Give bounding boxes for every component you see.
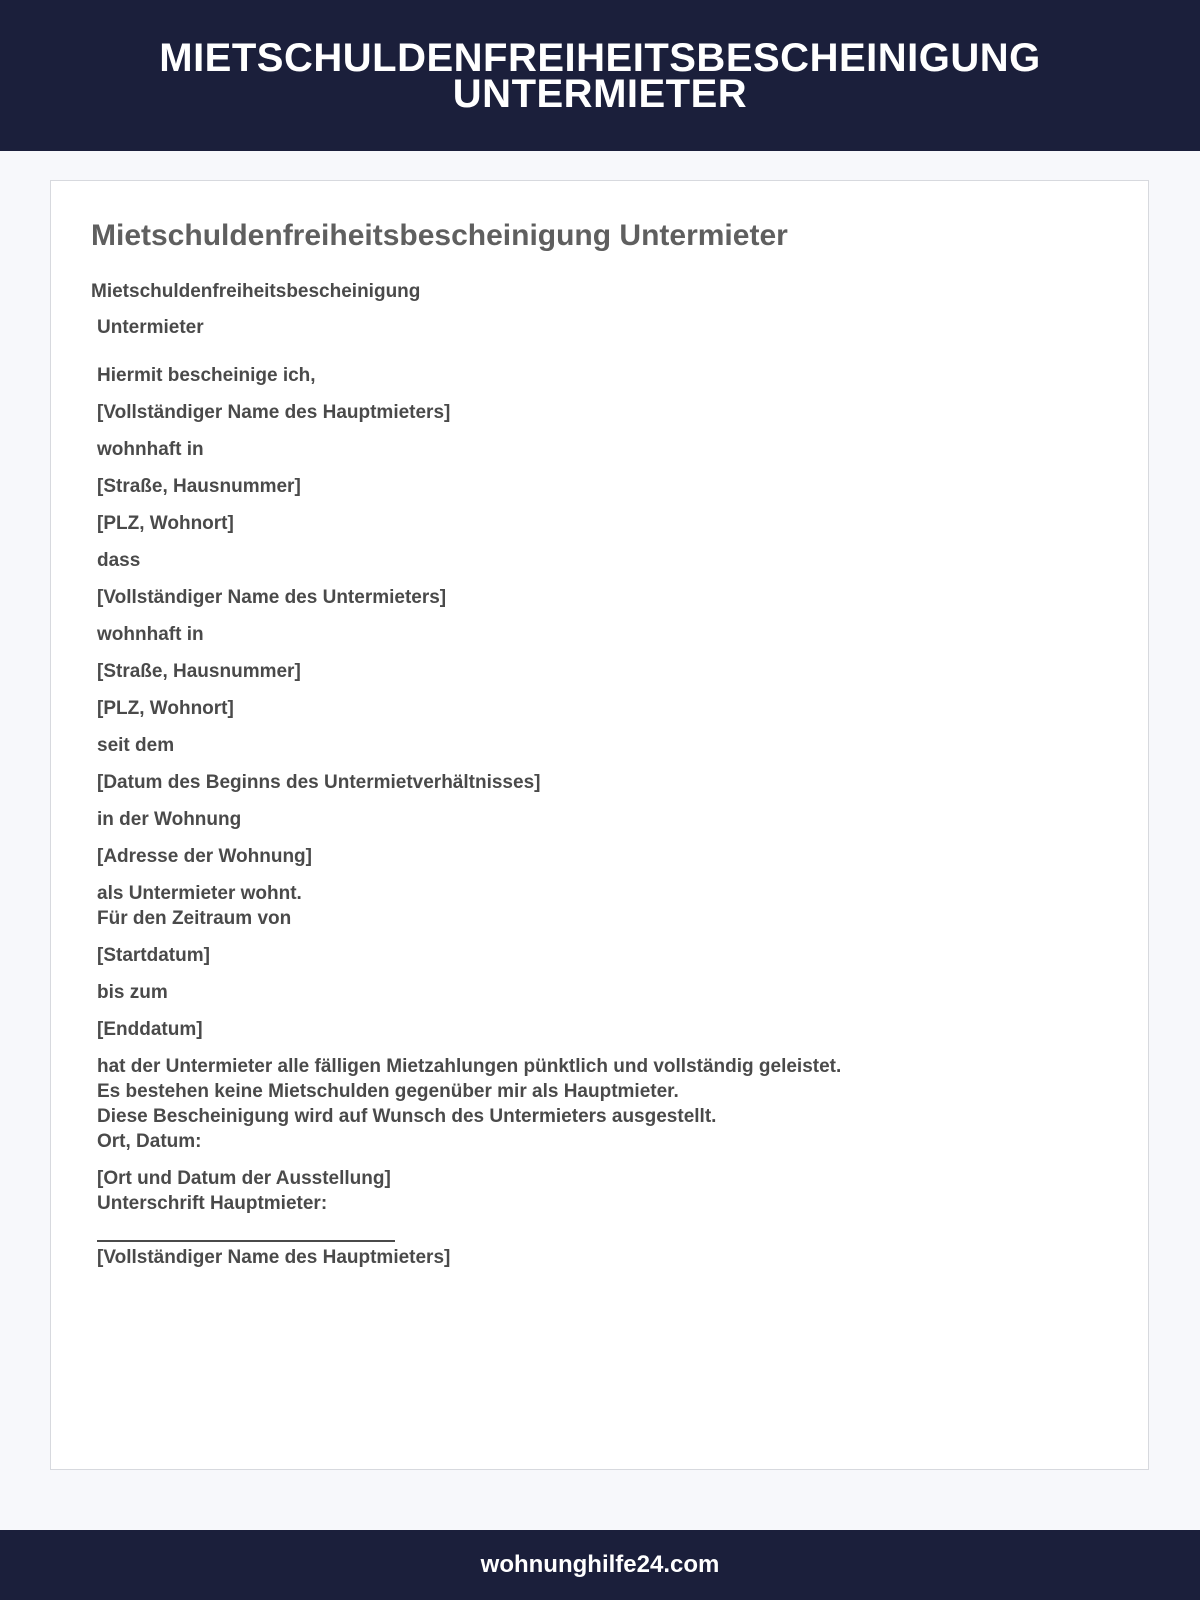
body-line: [Datum des Beginns des Untermietverhältnisses] — [97, 772, 541, 793]
signature-line — [97, 1240, 395, 1242]
body-line: Für den Zeitraum von — [97, 908, 292, 929]
page-footer — [0, 1530, 1200, 1600]
body-line: [Adresse der Wohnung] — [97, 846, 312, 867]
document-card — [50, 180, 1149, 1470]
page-header — [0, 0, 1200, 151]
document-subtitle: Mietschuldenfreiheitsbescheinigung — [91, 281, 421, 302]
body-line: Es bestehen keine Mietschulden gegenüber mir als Hauptmieter. — [97, 1081, 679, 1102]
body-line: [Ort und Datum der Ausstellung] — [97, 1168, 391, 1189]
header-title: MIETSCHULDENFREIHEITSBESCHEINIGUNG UNTERMIETER — [159, 35, 1041, 116]
body-line: [Vollständiger Name des Hauptmieters] — [97, 402, 451, 423]
body-line: wohnhaft in — [97, 624, 204, 645]
body-line: als Untermieter wohnt. — [97, 883, 302, 904]
document-title: Mietschuldenfreiheitsbescheinigung Untermieter — [91, 219, 788, 252]
body-line: [Straße, Hausnummer] — [97, 661, 301, 682]
body-line: [PLZ, Wohnort] — [97, 698, 234, 719]
body-line: Untermieter — [97, 317, 204, 338]
body-line: Unterschrift Hauptmieter: — [97, 1193, 328, 1214]
body-line: [Enddatum] — [97, 1019, 203, 1040]
body-line: [PLZ, Wohnort] — [97, 513, 234, 534]
body-line: [Startdatum] — [97, 945, 210, 966]
body-line: [Vollständiger Name des Hauptmieters] — [97, 1247, 451, 1268]
body-line: seit dem — [97, 735, 175, 756]
body-line: dass — [97, 550, 141, 571]
body-line: Ort, Datum: — [97, 1131, 202, 1152]
body-line: Diese Bescheinigung wird auf Wunsch des Untermieters ausgestellt. — [97, 1106, 717, 1127]
body-line: [Vollständiger Name des Untermieters] — [97, 587, 447, 608]
body-line: wohnhaft in — [97, 439, 204, 460]
footer-site-name: wohnunghilfe24.com — [480, 1551, 720, 1578]
body-line: in der Wohnung — [97, 809, 242, 830]
body-line: Hiermit bescheinige ich, — [97, 365, 316, 386]
body-line: bis zum — [97, 982, 168, 1003]
body-line: hat der Untermieter alle fälligen Mietzahlungen pünktlich und vollständig geleistet. — [97, 1056, 842, 1077]
body-line: [Straße, Hausnummer] — [97, 476, 301, 497]
document-body — [97, 315, 1097, 1270]
